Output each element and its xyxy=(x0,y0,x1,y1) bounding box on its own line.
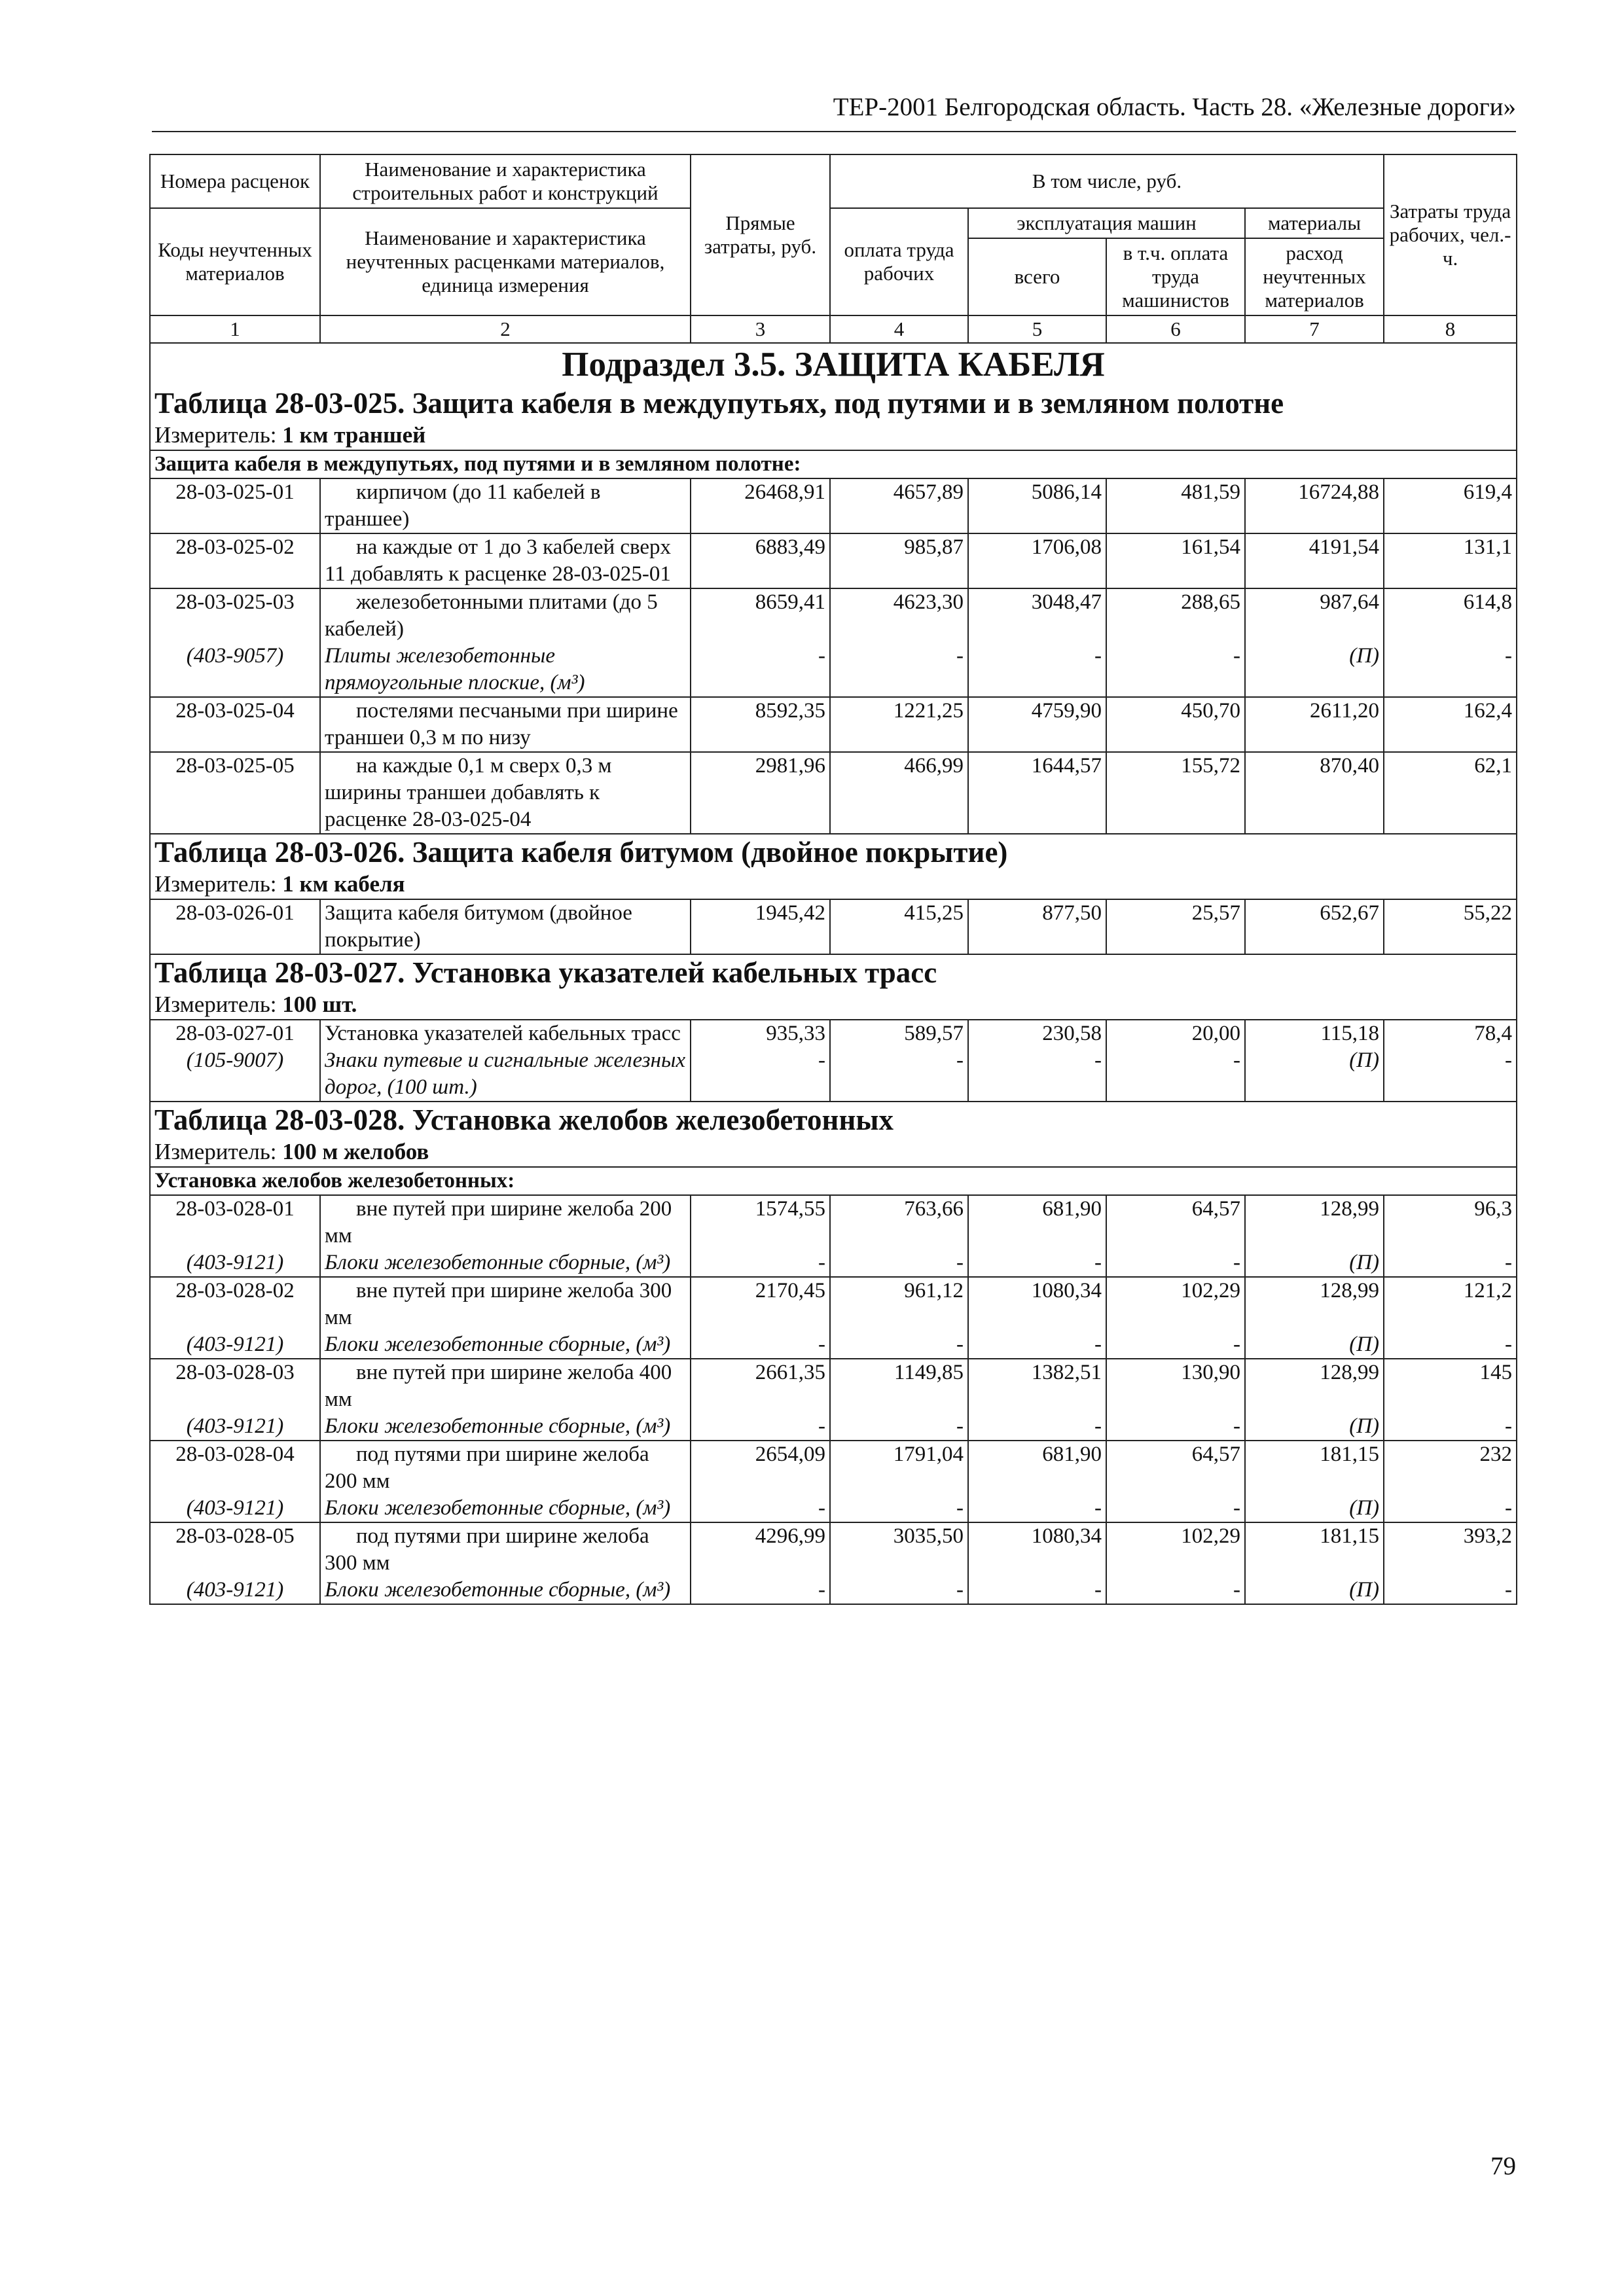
machine-total-cell: - xyxy=(968,643,1106,697)
col-unaccounted-codes: Коды неучтенных материалов xyxy=(150,208,320,315)
section-title: Подраздел 3.5. ЗАЩИТА КАБЕЛЯ xyxy=(150,343,1517,386)
direct-cost-cell: - xyxy=(691,1249,830,1277)
meter xyxy=(150,1138,1517,1167)
material-code: (403-9121) xyxy=(150,1413,320,1441)
driver-pay-cell: 20,00 xyxy=(1106,1020,1245,1047)
material-name: Плиты железобетонные прямоугольные плоские, (м³) xyxy=(320,643,691,697)
machine-total-cell: 1706,08 xyxy=(968,533,1106,588)
meter xyxy=(150,870,1517,899)
work-name: Установка указателей кабельных трасс xyxy=(320,1020,691,1047)
material-name: Блоки железобетонные сборные, (м³) xyxy=(320,1413,691,1441)
labor-cost-cell: 614,8 xyxy=(1384,588,1517,643)
machine-total-cell: - xyxy=(968,1577,1106,1604)
machine-total-cell: 877,50 xyxy=(968,899,1106,954)
work-name: на каждые от 1 до 3 кабелей сверх 11 добавлять к расценке 28-03-025-01 xyxy=(320,533,691,588)
material-name: Блоки железобетонные сборные, (м³) xyxy=(320,1577,691,1604)
table-row xyxy=(150,697,1517,752)
materials-cell: 2611,20 xyxy=(1245,697,1384,752)
direct-cost-cell: 2170,45 xyxy=(691,1277,830,1331)
meter xyxy=(150,990,1517,1020)
column-number: 1 xyxy=(150,315,320,343)
labor-cost-cell: - xyxy=(1384,1495,1517,1522)
machine-total-cell: 4759,90 xyxy=(968,697,1106,752)
rate-code: 28-03-025-02 xyxy=(150,533,320,588)
table-row xyxy=(150,752,1517,834)
driver-pay-cell: 288,65 xyxy=(1106,588,1245,643)
work-name: Защита кабеля битумом (двойное покрытие) xyxy=(320,899,691,954)
rate-code: 28-03-028-03 xyxy=(150,1359,320,1413)
table-row xyxy=(150,1195,1517,1249)
group-row xyxy=(150,450,1517,478)
col-work-name: Наименование и характеристика строительных работ и конструкций xyxy=(320,154,691,208)
table-row xyxy=(150,1522,1517,1577)
materials-cell: (П) xyxy=(1245,1249,1384,1277)
column-number: 3 xyxy=(691,315,830,343)
material-name: Блоки железобетонные сборные, (м³) xyxy=(320,1249,691,1277)
workers-pay-cell: - xyxy=(830,1331,968,1359)
driver-pay-cell: 161,54 xyxy=(1106,533,1245,588)
direct-cost-cell: 2661,35 xyxy=(691,1359,830,1413)
col-unaccounted-name: Наименование и характеристика неучтенных расценками материалов, единица измерения xyxy=(320,208,691,315)
labor-cost-cell: 162,4 xyxy=(1384,697,1517,752)
col-including: В том числе, руб. xyxy=(830,154,1384,208)
labor-cost-cell: 131,1 xyxy=(1384,533,1517,588)
driver-pay-cell: 25,57 xyxy=(1106,899,1245,954)
col-direct-costs: Прямые затраты, руб. xyxy=(691,154,830,315)
column-number: 4 xyxy=(830,315,968,343)
table-title-row xyxy=(150,1102,1517,1138)
direct-cost-cell: 8659,41 xyxy=(691,588,830,643)
column-number: 2 xyxy=(320,315,691,343)
work-name: постелями песчаными при ширине траншеи 0,3 м по низу xyxy=(320,697,691,752)
direct-cost-cell: 1574,55 xyxy=(691,1195,830,1249)
materials-cell: (П) xyxy=(1245,1577,1384,1604)
column-numbers-row xyxy=(150,315,1517,343)
labor-cost-cell: 78,4 xyxy=(1384,1020,1517,1047)
table-row xyxy=(150,588,1517,643)
material-code: (105-9007) xyxy=(150,1047,320,1102)
material-row xyxy=(150,1331,1517,1359)
material-name: Блоки железобетонные сборные, (м³) xyxy=(320,1331,691,1359)
work-name: железобетонными плитами (до 5 кабелей) xyxy=(320,588,691,643)
meter-row xyxy=(150,421,1517,450)
labor-cost-cell: - xyxy=(1384,1413,1517,1441)
work-name: вне путей при ширине желоба 200 мм xyxy=(320,1195,691,1249)
machine-total-cell: 1644,57 xyxy=(968,752,1106,834)
table-row xyxy=(150,1359,1517,1413)
group-title: Установка желобов железобетонных: xyxy=(150,1167,1517,1195)
materials-cell: 870,40 xyxy=(1245,752,1384,834)
group-title: Защита кабеля в междупутьях, под путями и в земляном полотне: xyxy=(150,450,1517,478)
table-row xyxy=(150,899,1517,954)
header-row-1 xyxy=(150,154,1517,208)
meter-unit: 1 км кабеля xyxy=(282,871,405,897)
column-number: 5 xyxy=(968,315,1106,343)
material-name: Блоки железобетонные сборные, (м³) xyxy=(320,1495,691,1522)
meter-label: Измеритель: xyxy=(154,422,277,448)
material-code: (403-9121) xyxy=(150,1495,320,1522)
meter-label: Измеритель: xyxy=(154,1139,277,1164)
running-header xyxy=(152,92,1516,132)
workers-pay-cell: 466,99 xyxy=(830,752,968,834)
workers-pay-cell: 1149,85 xyxy=(830,1359,968,1413)
rate-code: 28-03-028-04 xyxy=(150,1441,320,1495)
driver-pay-cell: - xyxy=(1106,1249,1245,1277)
table-title: Таблица 28-03-027. Установка указателей кабельных трасс xyxy=(150,954,1517,990)
direct-cost-cell: 1945,42 xyxy=(691,899,830,954)
work-name: под путями при ширине желоба 200 мм xyxy=(320,1441,691,1495)
material-row xyxy=(150,1413,1517,1441)
machine-total-cell: - xyxy=(968,1249,1106,1277)
work-name: на каждые 0,1 м сверх 0,3 м ширины траншеи добавлять к расценке 28-03-025-04 xyxy=(320,752,691,834)
workers-pay-cell: 1791,04 xyxy=(830,1441,968,1495)
labor-cost-cell: - xyxy=(1384,1577,1517,1604)
driver-pay-cell: 64,57 xyxy=(1106,1441,1245,1495)
machine-total-cell: - xyxy=(968,1413,1106,1441)
column-number: 7 xyxy=(1245,315,1384,343)
direct-cost-cell: 935,33 xyxy=(691,1020,830,1047)
running-title: ТЕР-2001 Белгородская область. Часть 28. «Железные дороги» xyxy=(833,93,1516,121)
driver-pay-cell: 64,57 xyxy=(1106,1195,1245,1249)
labor-cost-cell: 121,2 xyxy=(1384,1277,1517,1331)
driver-pay-cell: - xyxy=(1106,1047,1245,1102)
machine-total-cell: 681,90 xyxy=(968,1195,1106,1249)
workers-pay-cell: - xyxy=(830,1495,968,1522)
direct-cost-cell: - xyxy=(691,1495,830,1522)
driver-pay-cell: - xyxy=(1106,1331,1245,1359)
meter-row xyxy=(150,990,1517,1020)
column-number: 6 xyxy=(1106,315,1245,343)
labor-cost-cell: 393,2 xyxy=(1384,1522,1517,1577)
labor-cost-cell: - xyxy=(1384,1331,1517,1359)
header-row-2 xyxy=(150,208,1517,238)
meter-row xyxy=(150,870,1517,899)
materials-cell: 652,67 xyxy=(1245,899,1384,954)
workers-pay-cell: 415,25 xyxy=(830,899,968,954)
material-row xyxy=(150,643,1517,697)
table-title-row xyxy=(150,386,1517,421)
col-unaccounted-consumption: расход неучтенных материалов xyxy=(1245,238,1384,315)
labor-cost-cell: - xyxy=(1384,1047,1517,1102)
meter-unit: 1 км траншей xyxy=(282,422,426,448)
table-title: Таблица 28-03-025. Защита кабеля в междупутьях, под путями и в земляном полотне xyxy=(150,386,1517,421)
direct-cost-cell: - xyxy=(691,1047,830,1102)
workers-pay-cell: 4623,30 xyxy=(830,588,968,643)
driver-pay-cell: 130,90 xyxy=(1106,1359,1245,1413)
machine-total-cell: 230,58 xyxy=(968,1020,1106,1047)
labor-cost-cell: - xyxy=(1384,643,1517,697)
materials-cell: 4191,54 xyxy=(1245,533,1384,588)
rate-code: 28-03-025-03 xyxy=(150,588,320,643)
rate-code: 28-03-028-01 xyxy=(150,1195,320,1249)
machine-total-cell: - xyxy=(968,1495,1106,1522)
materials-cell: 181,15 xyxy=(1245,1441,1384,1495)
labor-cost-cell: 232 xyxy=(1384,1441,1517,1495)
table-row xyxy=(150,533,1517,588)
rate-code: 28-03-027-01 xyxy=(150,1020,320,1047)
table-row xyxy=(150,1277,1517,1331)
workers-pay-cell: 961,12 xyxy=(830,1277,968,1331)
material-row xyxy=(150,1047,1517,1102)
rate-code: 28-03-028-02 xyxy=(150,1277,320,1331)
labor-cost-cell: 619,4 xyxy=(1384,478,1517,533)
labor-cost-cell: - xyxy=(1384,1249,1517,1277)
machine-total-cell: 1080,34 xyxy=(968,1277,1106,1331)
direct-cost-cell: - xyxy=(691,643,830,697)
material-code: (403-9121) xyxy=(150,1577,320,1604)
driver-pay-cell: 102,29 xyxy=(1106,1522,1245,1577)
workers-pay-cell: - xyxy=(830,1047,968,1102)
driver-pay-cell: 155,72 xyxy=(1106,752,1245,834)
machine-total-cell: 1382,51 xyxy=(968,1359,1106,1413)
table-title-row xyxy=(150,834,1517,870)
col-rate-numbers: Номера расценок xyxy=(150,154,320,208)
direct-cost-cell: 26468,91 xyxy=(691,478,830,533)
driver-pay-cell: - xyxy=(1106,1413,1245,1441)
meter-unit: 100 шт. xyxy=(282,992,357,1017)
direct-cost-cell: 8592,35 xyxy=(691,697,830,752)
material-row xyxy=(150,1495,1517,1522)
rate-code: 28-03-028-05 xyxy=(150,1522,320,1577)
material-code: (403-9057) xyxy=(150,643,320,697)
direct-cost-cell: 2981,96 xyxy=(691,752,830,834)
rate-code: 28-03-025-01 xyxy=(150,478,320,533)
work-name: вне путей при ширине желоба 400 мм xyxy=(320,1359,691,1413)
materials-cell: (П) xyxy=(1245,643,1384,697)
materials-cell: (П) xyxy=(1245,1331,1384,1359)
table-row xyxy=(150,1020,1517,1047)
direct-cost-cell: - xyxy=(691,1577,830,1604)
rates-table xyxy=(149,154,1517,1605)
labor-cost-cell: 55,22 xyxy=(1384,899,1517,954)
materials-cell: 987,64 xyxy=(1245,588,1384,643)
driver-pay-cell: - xyxy=(1106,643,1245,697)
workers-pay-cell: 4657,89 xyxy=(830,478,968,533)
driver-pay-cell: - xyxy=(1106,1577,1245,1604)
labor-cost-cell: 145 xyxy=(1384,1359,1517,1413)
direct-cost-cell: - xyxy=(691,1413,830,1441)
col-labor-costs: Затраты труда рабочих, чел.-ч. xyxy=(1384,154,1517,315)
materials-cell: 128,99 xyxy=(1245,1277,1384,1331)
material-code: (403-9121) xyxy=(150,1249,320,1277)
workers-pay-cell: 763,66 xyxy=(830,1195,968,1249)
meter xyxy=(150,421,1517,450)
driver-pay-cell: - xyxy=(1106,1495,1245,1522)
machine-total-cell: 681,90 xyxy=(968,1441,1106,1495)
workers-pay-cell: 1221,25 xyxy=(830,697,968,752)
material-row xyxy=(150,1249,1517,1277)
col-total: всего xyxy=(968,238,1106,315)
materials-cell: 128,99 xyxy=(1245,1195,1384,1249)
direct-cost-cell: 4296,99 xyxy=(691,1522,830,1577)
machine-total-cell: - xyxy=(968,1047,1106,1102)
meter-row xyxy=(150,1138,1517,1167)
labor-cost-cell: 62,1 xyxy=(1384,752,1517,834)
machine-total-cell: - xyxy=(968,1331,1106,1359)
workers-pay-cell: 3035,50 xyxy=(830,1522,968,1577)
meter-label: Измеритель: xyxy=(154,992,277,1017)
rate-code: 28-03-025-04 xyxy=(150,697,320,752)
machine-total-cell: 1080,34 xyxy=(968,1522,1106,1577)
workers-pay-cell: - xyxy=(830,1577,968,1604)
table-row xyxy=(150,478,1517,533)
workers-pay-cell: - xyxy=(830,1413,968,1441)
work-name: под путями при ширине желоба 300 мм xyxy=(320,1522,691,1577)
workers-pay-cell: 985,87 xyxy=(830,533,968,588)
meter-unit: 100 м желобов xyxy=(282,1139,429,1164)
material-code: (403-9121) xyxy=(150,1331,320,1359)
driver-pay-cell: 102,29 xyxy=(1106,1277,1245,1331)
column-number: 8 xyxy=(1384,315,1517,343)
direct-cost-cell: - xyxy=(691,1331,830,1359)
table-title: Таблица 28-03-026. Защита кабеля битумом (двойное покрытие) xyxy=(150,834,1517,870)
group-row xyxy=(150,1167,1517,1195)
col-workers-pay: оплата труда рабочих xyxy=(830,208,968,315)
rate-code: 28-03-025-05 xyxy=(150,752,320,834)
table-row xyxy=(150,1441,1517,1495)
machine-total-cell: 5086,14 xyxy=(968,478,1106,533)
work-name: вне путей при ширине желоба 300 мм xyxy=(320,1277,691,1331)
workers-pay-cell: - xyxy=(830,1249,968,1277)
direct-cost-cell: 2654,09 xyxy=(691,1441,830,1495)
table-title-row xyxy=(150,954,1517,990)
rate-code: 28-03-026-01 xyxy=(150,899,320,954)
workers-pay-cell: 589,57 xyxy=(830,1020,968,1047)
work-name: кирпичом (до 11 кабелей в траншее) xyxy=(320,478,691,533)
materials-cell: 16724,88 xyxy=(1245,478,1384,533)
driver-pay-cell: 450,70 xyxy=(1106,697,1245,752)
driver-pay-cell: 481,59 xyxy=(1106,478,1245,533)
materials-cell: (П) xyxy=(1245,1047,1384,1102)
materials-cell: 115,18 xyxy=(1245,1020,1384,1047)
material-name: Знаки путевые и сигнальные железных дорог, (100 шт.) xyxy=(320,1047,691,1102)
table-title: Таблица 28-03-028. Установка желобов железобетонных xyxy=(150,1102,1517,1138)
workers-pay-cell: - xyxy=(830,643,968,697)
meter-label: Измеритель: xyxy=(154,871,277,897)
labor-cost-cell: 96,3 xyxy=(1384,1195,1517,1249)
page-number: 79 xyxy=(1490,2152,1516,2180)
materials-cell: 128,99 xyxy=(1245,1359,1384,1413)
materials-cell: (П) xyxy=(1245,1413,1384,1441)
col-driver-pay: в т.ч. оплата труда машинистов xyxy=(1106,238,1245,315)
col-materials: материалы xyxy=(1245,208,1384,238)
machine-total-cell: 3048,47 xyxy=(968,588,1106,643)
col-machine-operation: эксплуатация машин xyxy=(968,208,1245,238)
materials-cell: (П) xyxy=(1245,1495,1384,1522)
materials-cell: 181,15 xyxy=(1245,1522,1384,1577)
section-row xyxy=(150,343,1517,386)
material-row xyxy=(150,1577,1517,1604)
direct-cost-cell: 6883,49 xyxy=(691,533,830,588)
